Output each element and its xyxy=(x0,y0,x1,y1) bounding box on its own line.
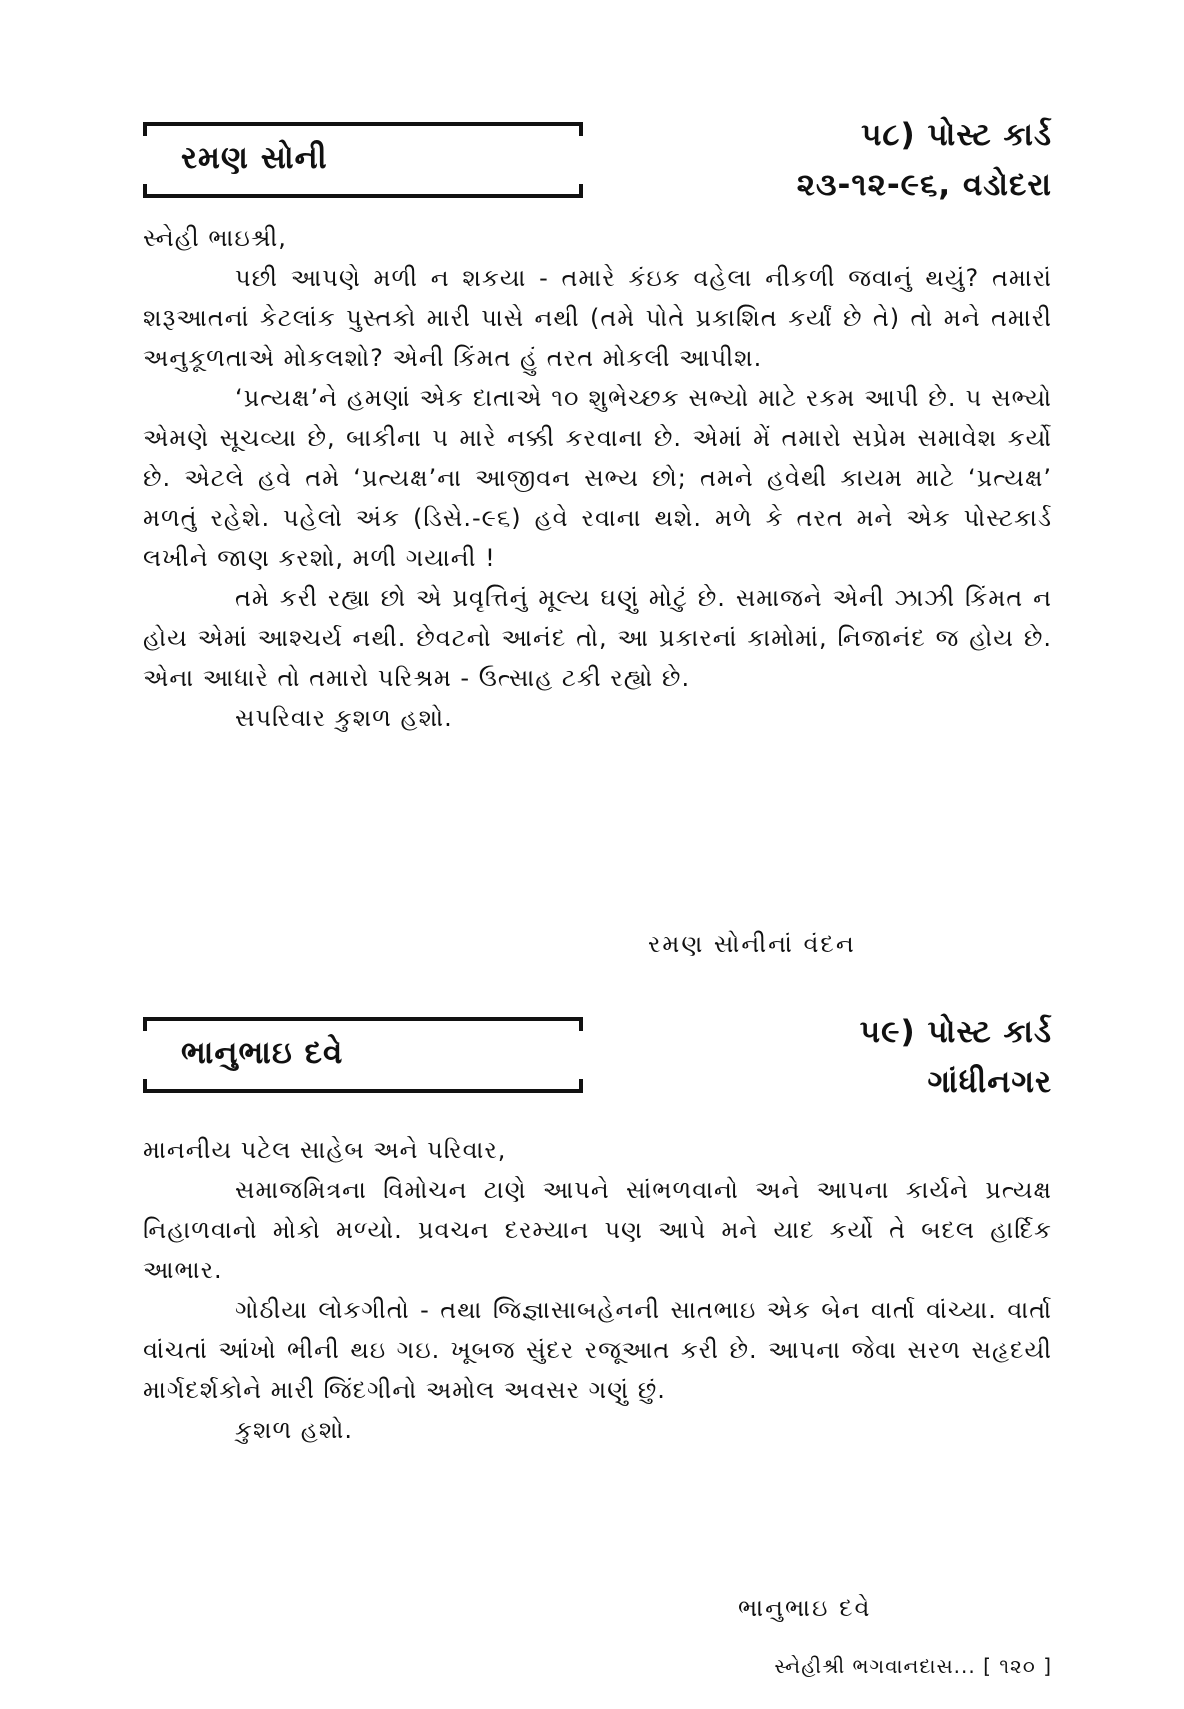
box-bottom-rule xyxy=(143,1089,583,1093)
letter2-paragraph: ગોઠીયા લોકગીતો - તથા જિજ્ઞાસાબહેનની સાતભાઇ એક બેન વાર્તા વાંચ્યા. વાર્તા વાંચતાં આંખો ભીની થઇ ગઇ. ખૂબજ સુંદર રજૂઆત કરી છે. આપના જેવા સરળ સહૃદયી માર્ગદર્શકોને મારી જિંદગીનો અમોલ અવસર ગણું છું. xyxy=(143,1296,1052,1404)
letter1-salutation: સ્નેહી ભાઇશ્રી, xyxy=(143,224,287,252)
letter1-signature: રમણ સોનીનાં વંદન xyxy=(648,930,856,958)
letter2-date-place: ગાંધીનગર xyxy=(927,1064,1052,1100)
letter1-author-box xyxy=(143,122,583,198)
letter2-card-number: ૫૯) પોસ્ટ કાર્ડ xyxy=(859,1014,1052,1050)
letter1-author-name: રમણ સોની xyxy=(181,140,328,176)
box-top-rule xyxy=(143,122,583,126)
letter1-closing: સપરિવાર કુશળ હશો. xyxy=(235,704,453,732)
letter2-closing: કુશળ હશો. xyxy=(235,1416,353,1444)
letter1-paragraph: તમે કરી રહ્યા છો એ પ્રવૃત્તિનું મૂલ્ય ઘણું મોટું છે. સમાજને એની ઝાઝી કિંમત ન હોય એમાં આશ્ચર્ય નથી. છેવટનો આનંદ તો, આ પ્રકારનાં કામોમાં, નિજાનંદ જ હોય છે. એના આધારે તો તમારો પરિશ્રમ - ઉત્સાહ ટકી રહ્યો છે. xyxy=(143,584,1052,692)
letter2-signature: ભાનુભાઇ દવે xyxy=(738,1594,872,1622)
letter2-paragraph: સમાજમિત્રના વિમોચન ટાણે આપને સાંભળવાનો અને આપના કાર્યને પ્રત્યક્ષ નિહાળવાનો મોકો મળ્યો. પ્રવચન દરમ્યાન પણ આપે મને યાદ કર્યો તે બદલ હાર્દિક આભાર. xyxy=(143,1176,1052,1284)
letter2-author-box xyxy=(143,1017,583,1093)
page-footer: સ્નેહીશ્રી ભગવાનદાસ... [ ૧૨૦ ] xyxy=(774,1654,1052,1678)
letter1-paragraph: પછી આપણે મળી ન શકયા - તમારે કંઇક વહેલા નીકળી જવાનું થયું? તમારાં શરૂઆતનાં કેટલાંક પુસ્તકો મારી પાસે નથી (તમે પોતે પ્રકાશિત કર્યાં છે તે) તો મને તમારી અનુકૂળતાએ મોકલશો? એની કિંમત હું તરત મોકલી આપીશ. xyxy=(143,264,1052,372)
letter2-body xyxy=(143,1130,1052,1450)
letter2-salutation: માનનીય પટેલ સાહેબ અને પરિવાર, xyxy=(143,1136,507,1164)
box-top-rule xyxy=(143,1017,583,1021)
letter1-date-place: ૨૩-૧૨-૯૬, વડોદરા xyxy=(796,167,1052,203)
letter2-author-name: ભાનુભાઇ દવે xyxy=(181,1035,344,1071)
letter1-paragraph: ‘પ્રત્યક્ષ’ને હમણાં એક દાતાએ ૧૦ શુભેચ્છક સભ્યો માટે રકમ આપી છે. ૫ સભ્યો એમણે સૂચવ્યા છે, બાકીના ૫ મારે નક્કી કરવાના છે. એમાં મેં તમારો સપ્રેમ સમાવેશ કર્યો છે. એટલે હવે તમે ‘પ્રત્યક્ષ’ના આજીવન સભ્ય છો; તમને હવેથી કાયમ માટે ‘પ્રત્યક્ષ’ મળતું રહેશે. પહેલો અંક (ડિસે.-૯૬) હવે રવાના થશે. મળે કે તરત મને એક પોસ્ટકાર્ડ લખીને જાણ કરશો, મળી ગયાની ! xyxy=(143,384,1052,572)
letter2-heading xyxy=(860,1007,1052,1107)
letter1-body xyxy=(143,218,1052,738)
letter1-heading xyxy=(797,110,1052,210)
box-bottom-rule xyxy=(143,194,583,198)
letter1-card-number: ૫૮) પોસ્ટ કાર્ડ xyxy=(861,117,1052,153)
